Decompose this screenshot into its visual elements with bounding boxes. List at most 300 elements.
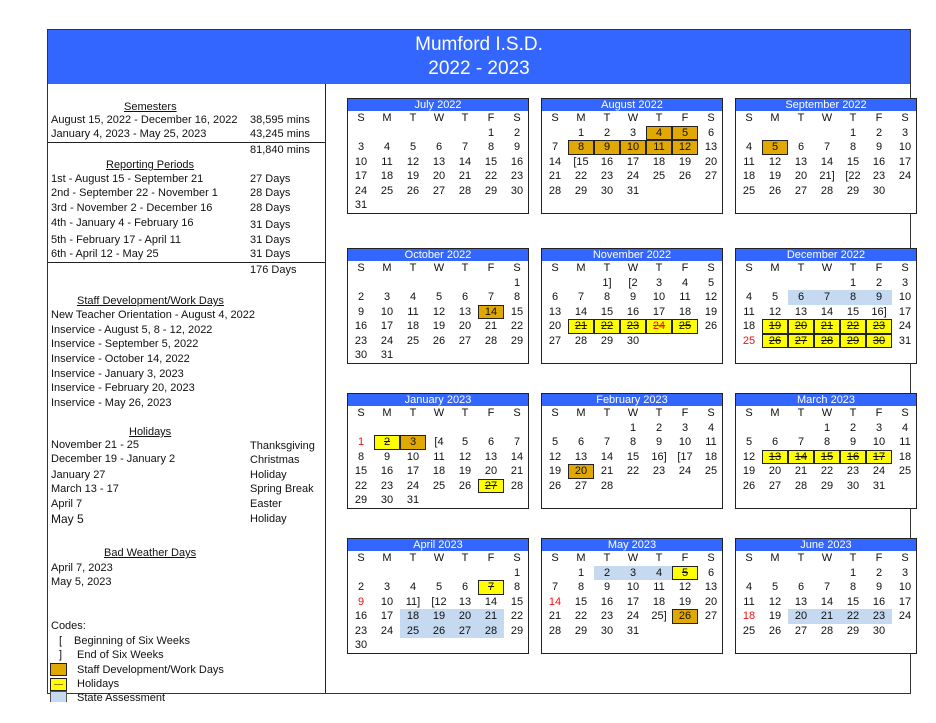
- day-cell: 26: [672, 609, 698, 624]
- bad-weather-day: May 5, 2023: [51, 576, 112, 588]
- day-cell: 15: [484, 155, 498, 168]
- day-cell: 27: [478, 479, 504, 494]
- day-cell: 4: [901, 421, 909, 434]
- day-cell: 31: [872, 479, 886, 492]
- day-cell: 8: [513, 291, 521, 303]
- day-cell: 13: [458, 595, 472, 608]
- staff-dev-item: Inservice - January 3, 2023: [51, 368, 184, 380]
- day-cell: 7: [551, 581, 559, 593]
- holiday-2-label: December 19 - January 2: [51, 453, 176, 465]
- day-cell: 6: [707, 126, 715, 139]
- day-cell: 29: [600, 334, 614, 347]
- day-cell: 15: [846, 595, 860, 608]
- day-cell: 19: [762, 319, 788, 334]
- day-cell: 5: [771, 291, 779, 303]
- month-calendar: [735, 393, 917, 509]
- weekday-header: T: [409, 407, 417, 419]
- weekday-header: W: [433, 407, 445, 419]
- day-cell: 25: [742, 334, 756, 347]
- day-cell: 25: [704, 465, 718, 477]
- semester-2-value: 43,245 mins: [250, 128, 310, 140]
- weekday-header: F: [681, 112, 689, 124]
- day-cell: 18: [432, 465, 446, 477]
- day-cell: [4: [434, 436, 444, 448]
- day-cell: 11: [407, 305, 419, 318]
- weekday-header: F: [875, 552, 883, 564]
- day-cell: 11: [743, 305, 755, 318]
- day-cell: 14: [510, 450, 524, 463]
- day-cell: 4: [681, 276, 689, 289]
- empty-cell: [426, 276, 452, 291]
- day-cell: [12: [431, 595, 447, 608]
- day-cell: 16: [380, 465, 394, 477]
- info-panel: [48, 84, 326, 704]
- day-cell: 28: [478, 624, 504, 639]
- weekday-header: W: [821, 262, 833, 274]
- day-cell: 19: [742, 465, 756, 477]
- day-cell: 11: [381, 155, 393, 168]
- day-cell: 27: [794, 184, 808, 197]
- day-cell: 21: [548, 610, 562, 622]
- day-cell: 14: [820, 155, 834, 168]
- empty-cell: [348, 276, 374, 291]
- day-cell: 21: [600, 465, 614, 477]
- day-cell: 2: [603, 126, 611, 139]
- day-cell: 28: [600, 479, 614, 492]
- day-cell: 19: [704, 305, 718, 318]
- day-cell: 22: [820, 465, 834, 477]
- day-cell: 14: [548, 155, 562, 168]
- day-cell: 8: [357, 450, 365, 463]
- day-cell: 13: [458, 305, 472, 318]
- day-cell: 16: [872, 595, 886, 608]
- weekday-header: W: [821, 112, 833, 124]
- day-cell: 28: [548, 184, 562, 197]
- day-cell: 22: [510, 610, 524, 622]
- day-cell: 9: [594, 140, 620, 155]
- day-cell: 11: [653, 581, 665, 593]
- bad-weather-day: April 7, 2023: [51, 562, 113, 574]
- day-cell: 18: [678, 305, 692, 318]
- empty-cell: [762, 276, 788, 291]
- empty-cell: [568, 421, 594, 436]
- weekday-header: T: [655, 112, 663, 124]
- day-cell: 5: [771, 581, 779, 593]
- staff-dev-item: Inservice - May 26, 2023: [51, 397, 172, 409]
- weekday-header: F: [487, 552, 495, 564]
- day-cell: 27: [788, 334, 814, 349]
- day-cell: 15: [510, 305, 524, 318]
- day-cell: [2: [628, 276, 638, 289]
- empty-cell: [736, 421, 762, 436]
- day-cell: 10: [652, 291, 666, 303]
- day-cell: 20: [794, 170, 808, 182]
- day-cell: 9: [866, 290, 892, 305]
- day-cell: 17: [652, 305, 666, 318]
- day-cell: 18: [742, 320, 756, 332]
- day-cell: 10: [626, 581, 640, 593]
- code-label: Holidays: [77, 678, 120, 690]
- day-cell: 7: [577, 291, 585, 303]
- holiday-1-value: Thanksgiving: [250, 440, 315, 452]
- day-cell: 6: [461, 291, 469, 303]
- day-cell: 14: [484, 595, 498, 608]
- day-cell: 16]: [651, 450, 667, 463]
- weekday-header: M: [770, 112, 780, 124]
- header-banner: [48, 30, 910, 84]
- day-cell: 21: [548, 170, 562, 182]
- day-cell: 18: [898, 450, 912, 463]
- weekday-header: S: [357, 407, 365, 419]
- day-cell: 1: [577, 126, 585, 139]
- day-cell: 1]: [602, 276, 612, 289]
- day-cell: 10: [898, 141, 912, 153]
- day-cell: 4: [409, 581, 417, 593]
- day-cell: 13: [432, 155, 446, 168]
- empty-cell: [478, 566, 504, 581]
- empty-cell: [400, 566, 426, 581]
- day-cell: 28: [458, 184, 472, 197]
- empty-cell: [788, 126, 814, 141]
- empty-cell: [452, 126, 478, 141]
- district-title: Mumford I.S.D.: [415, 34, 543, 55]
- weekday-header: T: [603, 407, 611, 419]
- day-cell: 9: [629, 291, 637, 303]
- staff-dev-item: New Teacher Orientation - August 4, 2022: [51, 309, 256, 321]
- begin-six-weeks-symbol: [: [59, 635, 63, 647]
- day-cell: 23: [510, 170, 524, 182]
- day-cell: 2: [513, 126, 521, 139]
- day-cell: 20: [432, 170, 446, 182]
- day-cell: 3: [357, 141, 365, 153]
- day-cell: 22: [594, 319, 620, 334]
- day-cell: 8: [840, 290, 866, 305]
- day-cell: 16: [354, 610, 368, 622]
- day-cell: 18: [652, 155, 666, 168]
- day-cell: 23: [866, 609, 892, 624]
- day-cell: 12: [458, 450, 472, 463]
- day-cell: 25: [742, 184, 756, 197]
- day-cell: 18: [742, 170, 756, 182]
- day-cell: 19: [548, 465, 562, 477]
- day-cell: 18: [400, 609, 426, 624]
- day-cell: 20: [568, 464, 594, 479]
- day-cell: 23: [866, 319, 892, 334]
- day-cell: 14: [820, 595, 834, 608]
- day-cell: 1: [513, 566, 521, 579]
- day-cell: 4: [745, 581, 753, 593]
- weekday-header: S: [513, 262, 521, 274]
- day-cell: 8: [568, 140, 594, 155]
- day-cell: 12: [672, 140, 698, 155]
- weekday-header: T: [461, 407, 469, 419]
- day-cell: 15: [846, 155, 860, 168]
- weekday-header: W: [627, 552, 639, 564]
- day-cell: 11: [743, 595, 755, 608]
- weekday-header: S: [357, 262, 365, 274]
- month-calendar: [347, 248, 529, 364]
- day-cell: 23: [354, 334, 368, 347]
- divider: [48, 142, 326, 143]
- weekday-header: T: [655, 262, 663, 274]
- day-cell: 21: [458, 170, 472, 182]
- empty-cell: [788, 276, 814, 291]
- day-cell: 9: [875, 141, 883, 153]
- holiday-3-value: Holiday: [250, 469, 287, 481]
- weekday-header: M: [382, 407, 392, 419]
- day-cell: 16: [510, 155, 524, 168]
- day-cell: 17: [898, 155, 912, 168]
- day-cell: 26: [704, 320, 718, 332]
- empty-cell: [504, 421, 530, 436]
- day-cell: 14: [478, 305, 504, 320]
- weekday-header: T: [461, 112, 469, 124]
- day-cell: 11: [679, 291, 691, 303]
- empty-cell: [788, 566, 814, 581]
- month-calendar: [541, 393, 723, 509]
- weekday-header: T: [409, 112, 417, 124]
- empty-cell: [348, 566, 374, 581]
- empty-cell: [426, 126, 452, 141]
- day-cell: 21: [814, 609, 840, 624]
- staff-dev-heading: Staff Development/Work Days: [77, 295, 224, 307]
- day-cell: 1: [577, 566, 585, 579]
- weekday-header: S: [357, 112, 365, 124]
- day-cell: 16: [840, 450, 866, 465]
- empty-cell: [814, 276, 840, 291]
- day-cell: 23: [600, 610, 614, 622]
- day-cell: 7: [478, 580, 504, 595]
- semester-total: 81,840 mins: [250, 144, 310, 156]
- empty-cell: [762, 421, 788, 436]
- day-cell: 13: [794, 305, 808, 318]
- day-cell: 13: [762, 450, 788, 465]
- period-2-value: 28 Days: [250, 187, 291, 199]
- weekday-header: F: [487, 112, 495, 124]
- weekday-header: M: [576, 112, 586, 124]
- day-cell: 19: [768, 610, 782, 622]
- holidays-heading: Holidays: [129, 426, 172, 438]
- empty-cell: [594, 421, 620, 436]
- day-cell: 30: [354, 349, 368, 361]
- day-cell: 5: [707, 276, 715, 289]
- day-cell: 3: [620, 566, 646, 581]
- day-cell: 22: [354, 479, 368, 492]
- day-cell: 14: [548, 595, 562, 608]
- weekday-header: F: [487, 262, 495, 274]
- day-cell: 18: [380, 170, 394, 182]
- day-cell: 9: [357, 595, 365, 608]
- holiday-6-value: Holiday: [250, 513, 287, 525]
- day-cell: 31: [626, 624, 640, 637]
- period-3-value: 28 Days: [250, 202, 291, 214]
- day-cell: 31: [406, 494, 420, 506]
- weekday-header: T: [849, 112, 857, 124]
- day-cell: 27: [432, 184, 446, 197]
- weekday-header: T: [409, 262, 417, 274]
- day-cell: 25: [406, 334, 420, 347]
- day-cell: 8: [577, 581, 585, 593]
- day-cell: 7: [823, 141, 831, 153]
- day-cell: 27: [548, 334, 562, 347]
- staff-dev-item: Inservice - August 5, 8 - 12, 2022: [51, 324, 213, 336]
- weekday-header: T: [603, 112, 611, 124]
- period-5-value: 31 Days: [250, 234, 291, 246]
- day-cell: 24: [678, 465, 692, 477]
- weekday-header: T: [603, 262, 611, 274]
- empty-cell: [736, 126, 762, 141]
- day-cell: 1: [849, 276, 857, 289]
- day-cell: 2: [374, 435, 400, 450]
- day-cell: 14: [788, 450, 814, 465]
- empty-cell: [542, 276, 568, 291]
- weekday-header: S: [745, 407, 753, 419]
- day-cell: 24: [898, 320, 912, 332]
- day-cell: 29: [820, 479, 834, 492]
- empty-cell: [426, 421, 452, 436]
- day-cell: 30: [872, 184, 886, 197]
- day-cell: 7: [814, 290, 840, 305]
- day-cell: 12: [406, 155, 420, 168]
- day-cell: 27: [768, 479, 782, 492]
- weekday-header: T: [603, 552, 611, 564]
- day-cell: 13: [574, 450, 588, 463]
- weekday-header: T: [849, 262, 857, 274]
- weekday-header: S: [901, 262, 909, 274]
- day-cell: 30: [626, 334, 640, 347]
- day-cell: 17: [626, 155, 640, 168]
- weekday-header: S: [707, 262, 715, 274]
- semester-1-value: 38,595 mins: [250, 114, 310, 126]
- empty-cell: [736, 566, 762, 581]
- day-cell: 1: [357, 436, 365, 448]
- day-cell: 26: [548, 479, 562, 492]
- weekday-header: S: [513, 407, 521, 419]
- empty-cell: [426, 566, 452, 581]
- assessment-swatch-icon: [50, 691, 67, 702]
- weekday-header: S: [551, 112, 559, 124]
- day-cell: 15: [574, 595, 588, 608]
- day-cell: 19: [426, 609, 452, 624]
- day-cell: 26: [678, 170, 692, 182]
- day-cell: 17: [626, 595, 640, 608]
- holiday-1-label: November 21 - 25: [51, 439, 140, 451]
- semester-2-label: January 4, 2023 - May 25, 2023: [51, 128, 207, 140]
- day-cell: 23: [652, 465, 666, 477]
- weekday-header: S: [513, 112, 521, 124]
- day-cell: 5: [551, 436, 559, 448]
- day-cell: 11: [433, 450, 445, 463]
- day-cell: 20: [484, 465, 498, 477]
- day-cell: 27: [574, 479, 588, 492]
- weekday-header: S: [707, 552, 715, 564]
- day-cell: 11: [743, 155, 755, 168]
- day-cell: 4: [646, 566, 672, 581]
- code-label: State Assessment: [77, 692, 166, 704]
- day-cell: 2: [875, 276, 883, 289]
- code-label: Staff Development/Work Days: [77, 664, 224, 676]
- day-cell: 24: [626, 610, 640, 622]
- day-cell: 30: [872, 624, 886, 637]
- day-cell: 23: [380, 479, 394, 492]
- day-cell: 30: [510, 184, 524, 197]
- weekday-header: M: [770, 552, 780, 564]
- day-cell: 24: [898, 610, 912, 622]
- day-cell: 6: [707, 566, 715, 579]
- day-cell: 19: [432, 320, 446, 332]
- period-6-label: 6th - April 12 - May 25: [51, 248, 159, 260]
- empty-cell: [452, 276, 478, 291]
- weekday-header: T: [797, 112, 805, 124]
- day-cell: 19: [678, 595, 692, 608]
- day-cell: 5: [672, 566, 698, 581]
- period-6-value: 31 Days: [250, 248, 291, 260]
- weekday-header: F: [875, 112, 883, 124]
- holiday-6-label: May 5: [51, 512, 84, 526]
- staff-dev-item: Inservice - September 5, 2022: [51, 338, 199, 350]
- weekday-header: T: [797, 552, 805, 564]
- day-cell: 15: [846, 305, 860, 318]
- day-cell: 22: [510, 320, 524, 332]
- day-cell: 11: [705, 436, 717, 448]
- day-cell: 10: [620, 140, 646, 155]
- empty-cell: [400, 126, 426, 141]
- day-cell: 11: [646, 140, 672, 155]
- month-title: March 2023: [736, 394, 916, 406]
- day-cell: 12: [768, 305, 782, 318]
- day-cell: 27: [704, 170, 718, 182]
- weekday-header: W: [627, 262, 639, 274]
- day-cell: 14: [574, 305, 588, 318]
- day-cell: 5: [461, 436, 469, 448]
- weekday-header: T: [655, 552, 663, 564]
- day-cell: 24: [646, 319, 672, 334]
- day-cell: 31: [354, 199, 368, 211]
- period-5-label: 5th - February 17 - April 11: [51, 234, 182, 246]
- empty-cell: [542, 566, 568, 581]
- day-cell: 3: [901, 276, 909, 289]
- day-cell: 17: [380, 610, 394, 622]
- day-cell: 21: [484, 320, 498, 332]
- day-cell: 9: [357, 305, 365, 318]
- day-cell: 13: [704, 141, 718, 153]
- day-cell: 26: [432, 334, 446, 347]
- weekday-header: F: [681, 262, 689, 274]
- month-title: April 2023: [348, 539, 528, 551]
- day-cell: 25: [432, 479, 446, 492]
- weekday-header: S: [707, 112, 715, 124]
- code-label: End of Six Weeks: [77, 649, 164, 661]
- empty-cell: [348, 421, 374, 436]
- day-cell: 29: [574, 184, 588, 197]
- school-year: 2022 - 2023: [428, 58, 530, 79]
- period-4-label: 4th - January 4 - February 16: [51, 217, 194, 229]
- day-cell: 19: [678, 155, 692, 168]
- weekday-header: F: [875, 262, 883, 274]
- day-cell: 4: [745, 141, 753, 153]
- day-cell: 6: [797, 141, 805, 153]
- period-1-label: 1st - August 15 - September 21: [51, 173, 204, 185]
- day-cell: 8: [849, 141, 857, 153]
- day-cell: 13: [794, 155, 808, 168]
- day-cell: 9: [875, 581, 883, 593]
- day-cell: 5: [672, 126, 698, 141]
- staff-dev-swatch-icon: [50, 663, 67, 676]
- month-title: August 2022: [542, 99, 722, 111]
- day-cell: 27: [704, 610, 718, 622]
- day-cell: 23: [600, 170, 614, 182]
- weekday-header: W: [627, 407, 639, 419]
